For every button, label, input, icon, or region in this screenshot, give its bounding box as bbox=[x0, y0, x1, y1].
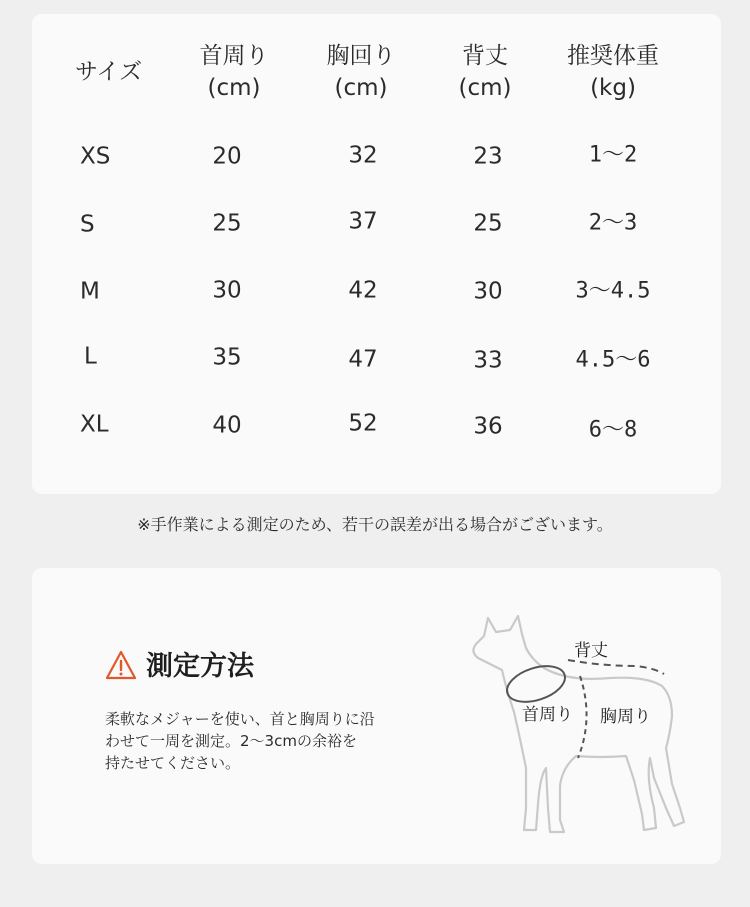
weight-value: 1〜2 bbox=[588, 142, 638, 168]
header-neck: 首周り (cm) bbox=[199, 43, 269, 101]
measure-description: 柔軟なメジャーを使い、首と胸周りに沿 わせて一周を測定。2〜3cmの余裕を 持たせてください。 bbox=[105, 710, 375, 772]
chest-value: 52 bbox=[348, 410, 378, 437]
header-weight: 推奨体重 (kg) bbox=[567, 43, 659, 101]
neck-value: 30 bbox=[212, 277, 242, 304]
neck-value: 20 bbox=[212, 143, 242, 170]
weight-value: 6〜8 bbox=[588, 417, 638, 443]
back-value: 36 bbox=[473, 413, 503, 440]
back-value: 33 bbox=[473, 347, 503, 374]
neck-value: 40 bbox=[212, 412, 242, 439]
weight-value: 2〜3 bbox=[588, 210, 638, 236]
header-back: 背丈 (cm) bbox=[458, 43, 512, 101]
size-chart-card bbox=[32, 14, 721, 494]
chest-value: 47 bbox=[348, 346, 378, 373]
size-label: S bbox=[80, 211, 95, 238]
weight-value: 4.5〜6 bbox=[575, 347, 651, 373]
chest-value: 37 bbox=[348, 208, 378, 235]
warning-triangle-icon bbox=[105, 650, 137, 680]
header-size: サイズ bbox=[75, 59, 143, 85]
dog-silhouette bbox=[440, 608, 700, 848]
size-label: XS bbox=[80, 143, 111, 170]
label-neck: 首周り bbox=[522, 705, 573, 725]
size-label: XL bbox=[80, 411, 109, 438]
measurement-note: ※手作業による測定のため、若干の誤差が出る場合がございます。 bbox=[137, 515, 613, 534]
back-value: 30 bbox=[473, 278, 503, 305]
label-chest: 胸周り bbox=[600, 707, 651, 727]
back-value: 23 bbox=[473, 143, 503, 170]
header-chest: 胸回り (cm) bbox=[326, 43, 396, 101]
label-back-length: 背丈 bbox=[574, 641, 608, 661]
size-label: L bbox=[84, 343, 97, 370]
chest-value: 42 bbox=[348, 277, 378, 304]
dog-measurement-diagram bbox=[440, 608, 700, 848]
back-value: 25 bbox=[473, 210, 503, 237]
chest-value: 32 bbox=[348, 142, 378, 169]
weight-value: 3〜4.5 bbox=[575, 278, 651, 304]
neck-value: 35 bbox=[212, 344, 242, 371]
measure-title: 測定方法 bbox=[146, 651, 254, 682]
neck-value: 25 bbox=[212, 210, 242, 237]
size-label: M bbox=[80, 278, 100, 305]
measurement-method-card bbox=[32, 568, 721, 864]
